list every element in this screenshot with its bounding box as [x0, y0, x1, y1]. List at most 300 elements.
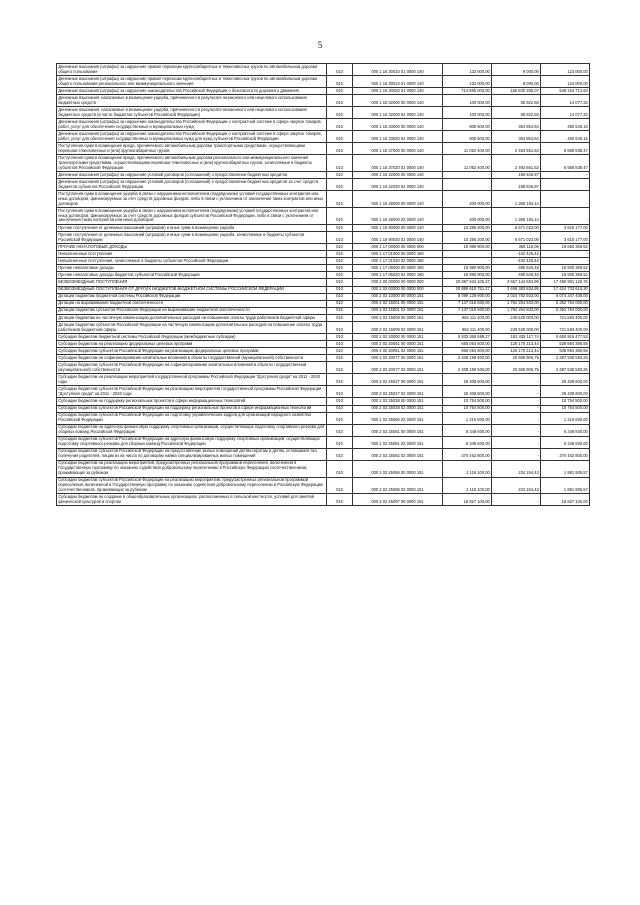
- row-code-cell: 010: [327, 405, 353, 412]
- row-name-cell: Субсидии бюджетам субъектов Российской Федерации на реализацию мероприятий государственной программы Российской Федерации "Доступная среда" на 2011 - 2020 годы: [57, 386, 327, 398]
- row-code-cell: 010: [327, 88, 353, 95]
- row-code-cell: 010: [327, 494, 353, 506]
- row-kbk-cell: 000 2 02 25081 00 0000 151: [353, 424, 443, 436]
- table-body: [57, 64, 590, 506]
- row-executed-cell: 182 439 117,74: [492, 334, 541, 341]
- row-code-cell: 010: [327, 348, 353, 355]
- row-approved-cell: 805 500,00: [443, 131, 492, 143]
- row-name-cell: Денежные взыскания (штрафы) за нарушение условий договоров (соглашений) о предоставлении бюджетных кредитов: [57, 172, 327, 179]
- row-approved-cell: 10 286 200,00: [443, 232, 492, 244]
- table-row: [57, 412, 590, 424]
- row-kbk-cell: 000 2 02 15009 02 0000 151: [353, 322, 443, 334]
- row-kbk-cell: 000 1 16 33000 00 0000 140: [353, 119, 443, 131]
- row-remaining-cell: 5 352 764 000,00: [541, 300, 590, 307]
- row-approved-cell: 19 990 900,00: [443, 272, 492, 279]
- row-code-cell: 010: [327, 412, 353, 424]
- table-row: [57, 179, 590, 191]
- row-name-cell: Прочие поступления от денежных взысканий (штрафов) и иных сумм в возмещение ущерба: [57, 224, 327, 231]
- row-executed-cell: 368 115,06: [492, 244, 541, 251]
- row-kbk-cell: 000 2 02 25086 00 0000 151: [353, 460, 443, 477]
- row-remaining-cell: 123 000,00: [541, 76, 590, 88]
- row-code-cell: 010: [327, 232, 353, 244]
- row-remaining-cell: 19 500 359,52: [541, 265, 590, 272]
- row-kbk-cell: 000 1 16 46000 02 0000 140: [353, 208, 443, 225]
- row-executed-cell: 1 360 184,14: [492, 191, 541, 208]
- row-approved-cell: 10 754 500,00: [443, 405, 492, 412]
- row-remaining-cell: -: [541, 208, 590, 225]
- table-row: [57, 355, 590, 362]
- row-code-cell: 010: [327, 107, 353, 119]
- row-approved-cell: 962 111 400,00: [443, 322, 492, 334]
- row-remaining-cell: 29 408 600,00: [541, 374, 590, 386]
- row-kbk-cell: 000 2 02 00000 00 0000 000: [353, 286, 443, 293]
- row-approved-cell: 18 827 100,00: [443, 494, 492, 506]
- table-row: [57, 208, 590, 225]
- row-approved-cell: 100 000,00: [443, 107, 492, 119]
- row-code-cell: 010: [327, 424, 353, 436]
- row-remaining-cell: -: [541, 251, 590, 258]
- row-executed-cell: 186 546,97: [492, 179, 541, 191]
- row-code-cell: 010: [327, 436, 353, 448]
- row-approved-cell: 10 286 200,00: [443, 224, 492, 231]
- row-name-cell: Субсидии бюджетам на поддержку региональных проектов в сфере информационных технологий: [57, 398, 327, 405]
- row-code-cell: 010: [327, 95, 353, 107]
- row-approved-cell: -: [443, 172, 492, 179]
- row-remaining-cell: 538 884 386,56: [541, 348, 590, 355]
- row-executed-cell: -: [492, 386, 541, 398]
- row-name-cell: Дотации бюджетам бюджетной системы Российской Федерации: [57, 293, 327, 300]
- row-executed-cell: -: [492, 448, 541, 460]
- row-remaining-cell: 6 348 600,00: [541, 424, 590, 436]
- row-approved-cell: 132 000,00: [443, 64, 492, 76]
- table-row: [57, 398, 590, 405]
- row-name-cell: Денежные взыскания (штрафы) за нарушение законодательства Российской Федерации о безопасности дорожного движения: [57, 88, 327, 95]
- row-approved-cell: 19 990 900,00: [443, 265, 492, 272]
- row-remaining-cell: 17 480 901 126,76: [541, 279, 590, 286]
- table-row: [57, 265, 590, 272]
- row-kbk-cell: 000 1 16 30010 01 0000 140: [353, 64, 443, 76]
- row-kbk-cell: 000 1 16 90000 00 0000 140: [353, 224, 443, 231]
- row-code-cell: 010: [327, 374, 353, 386]
- row-name-cell: Субсидии бюджетам субъектов Российской Федерации на поддержку региональных проектов в сфере информационных технологий: [57, 405, 327, 412]
- row-approved-cell: 6 348 600,00: [443, 424, 492, 436]
- row-approved-cell: 20 887 634 105,27: [443, 279, 492, 286]
- row-code-cell: 010: [327, 172, 353, 179]
- row-kbk-cell: 000 1 16 30020 01 0000 140: [353, 88, 443, 95]
- row-executed-cell: 2 493 561,53: [492, 155, 541, 172]
- row-code-cell: 010: [327, 64, 353, 76]
- table-row: [57, 279, 590, 286]
- row-remaining-cell: 538 884 386,56: [541, 341, 590, 348]
- row-kbk-cell: 000 2 02 20077 02 0000 151: [353, 362, 443, 374]
- table-row: [57, 232, 590, 244]
- row-approved-cell: 11 052 400,00: [443, 155, 492, 172]
- row-approved-cell: 370 462 800,00: [443, 448, 492, 460]
- row-name-cell: Денежные взыскания (штрафы) за нарушение условий договоров (соглашений) о предоставлении бюджетных кредитов за счет средств бюджетов субъектов Российской Федерации: [57, 179, 327, 191]
- row-executed-cell: -: [492, 494, 541, 506]
- row-kbk-cell: 000 2 02 25097 00 0000 151: [353, 494, 443, 506]
- row-approved-cell: 6 348 600,00: [443, 436, 492, 448]
- row-code-cell: 010: [327, 119, 353, 131]
- row-executed-cell: -: [492, 436, 541, 448]
- row-code-cell: 010: [327, 155, 353, 172]
- row-executed-cell: 1 784 254 503,00: [492, 307, 541, 314]
- row-code-cell: 010: [327, 477, 353, 494]
- table-row: [57, 119, 590, 131]
- row-executed-cell: -: [492, 398, 541, 405]
- row-code-cell: 010: [327, 258, 353, 265]
- row-kbk-cell: 000 2 02 15001 02 0000 151: [353, 307, 443, 314]
- table-row: [57, 374, 590, 386]
- row-remaining-cell: -: [541, 258, 590, 265]
- table-row: [57, 477, 590, 494]
- row-executed-cell: 186 546,97: [492, 172, 541, 179]
- row-executed-cell: 6 671 023,00: [492, 232, 541, 244]
- table-row: [57, 293, 590, 300]
- row-kbk-cell: 000 2 02 25027 02 0000 151: [353, 386, 443, 398]
- row-name-cell: Поступления сумм в возмещение ущерба в связи с нарушением исполнителем (подрядчиком) условий государственных контрактов или иных договоров, финансируемых за счет средств дорожных фондов, либо в связи с уклонением от заключения таких контрактов или иных договоров: [57, 191, 327, 208]
- row-kbk-cell: 000 1 17 01020 02 0000 180: [353, 258, 443, 265]
- row-kbk-cell: 000 1 16 30012 01 0000 140: [353, 76, 443, 88]
- row-kbk-cell: 000 2 02 15001 00 0000 151: [353, 300, 443, 307]
- row-kbk-cell: 000 1 16 42020 02 0000 140: [353, 179, 443, 191]
- row-name-cell: Субсидии бюджетам на софинансирование капитальных вложений в объекты государственной (муниципальной) собственности: [57, 355, 327, 362]
- page-number: 5: [317, 40, 323, 50]
- row-name-cell: Денежные взыскания, налагаемые в возмещение ущерба, причиненного в результате незаконного или нецелевого использования бюджетных средств: [57, 95, 327, 107]
- row-executed-cell: 126 170 213,44: [492, 341, 541, 348]
- row-approved-cell: 665 054 600,00: [443, 341, 492, 348]
- table-row: [57, 95, 590, 107]
- row-approved-cell: 7 137 018 500,00: [443, 307, 492, 314]
- row-code-cell: 010: [327, 362, 353, 374]
- row-kbk-cell: 000 2 02 25081 02 0000 151: [353, 436, 443, 448]
- row-name-cell: Прочие неналоговые доходы: [57, 265, 327, 272]
- row-name-cell: БЕЗВОЗМЕЗДНЫЕ ПОСТУПЛЕНИЯ: [57, 279, 327, 286]
- row-code-cell: 010: [327, 293, 353, 300]
- row-executed-cell: 2 493 561,53: [492, 143, 541, 155]
- row-executed-cell: 1 784 254 503,00: [492, 300, 541, 307]
- table-row: [57, 322, 590, 334]
- row-approved-cell: 962 111 400,00: [443, 314, 492, 321]
- row-remaining-cell: -: [541, 179, 590, 191]
- row-code-cell: 010: [327, 272, 353, 279]
- row-kbk-cell: 000 2 02 20051 00 0000 151: [353, 341, 443, 348]
- row-approved-cell: 200 000,00: [443, 191, 492, 208]
- row-remaining-cell: 17 424 733 615,30: [541, 286, 590, 293]
- row-name-cell: Субсидии бюджетам субъектов Российской Федерации на реализацию мероприятий, предусмотренных региональной программой переселения, включенной в Государственную программу по оказанию содействия добровольному переселению в Российскую Федерацию соотечественников, проживающих за рубежом: [57, 477, 327, 494]
- row-code-cell: 010: [327, 341, 353, 348]
- table-row: [57, 143, 590, 155]
- row-approved-cell: 132 000,00: [443, 76, 492, 88]
- row-kbk-cell: 000 1 17 05000 00 0000 180: [353, 265, 443, 272]
- row-code-cell: 010: [327, 307, 353, 314]
- table-row: [57, 460, 590, 477]
- row-executed-cell: 85 922,68: [492, 95, 541, 107]
- row-kbk-cell: 000 2 02 25027 00 0000 151: [353, 374, 443, 386]
- row-remaining-cell: 3 615 177,00: [541, 224, 590, 231]
- row-kbk-cell: 000 2 02 20077 00 0000 151: [353, 355, 443, 362]
- row-kbk-cell: 000 1 16 37020 02 0000 140: [353, 155, 443, 172]
- row-name-cell: Дотации бюджетам субъектов Российской Федерации на выравнивание бюджетной обеспеченности: [57, 307, 327, 314]
- table-row: [57, 494, 590, 506]
- table-row: [57, 191, 590, 208]
- row-executed-cell: 354 854,84: [492, 119, 541, 131]
- row-name-cell: Дотации на выравнивание бюджетной обеспеченности: [57, 300, 327, 307]
- row-kbk-cell: 000 2 02 10000 00 0000 151: [353, 293, 443, 300]
- row-code-cell: 010: [327, 300, 353, 307]
- row-executed-cell: 3 667 144 653,95: [492, 279, 541, 286]
- row-approved-cell: 2 408 198 500,00: [443, 362, 492, 374]
- row-remaining-cell: 6 074 347 400,00: [541, 293, 590, 300]
- row-kbk-cell: 000 2 02 20051 02 0000 151: [353, 348, 443, 355]
- row-name-cell: Субсидии бюджетам субъектов Российской Федерации на адресную финансовую поддержку спортивных организаций, осуществляющих подготовку спортивного резерва для сборных команд Российской Федерации: [57, 436, 327, 448]
- row-name-cell: Денежные взыскания (штрафы) за нарушение правил перевозки крупногабаритных и тяжеловесных грузов по автомобильным дорогам общего пользования регионального или межмуниципального значения: [57, 76, 327, 88]
- table-row: [57, 88, 590, 95]
- row-approved-cell: 2 116 100,00: [443, 477, 492, 494]
- row-kbk-cell: 000 1 16 33020 02 0000 140: [353, 131, 443, 143]
- row-executed-cell: 166 600 286,07: [492, 88, 541, 95]
- table-row: [57, 348, 590, 355]
- row-kbk-cell: 000 2 02 25028 00 0000 151: [353, 398, 443, 405]
- row-code-cell: 010: [327, 224, 353, 231]
- table-row: [57, 436, 590, 448]
- row-executed-cell: 9 000,00: [492, 76, 541, 88]
- row-remaining-cell: -: [541, 172, 590, 179]
- row-remaining-cell: 14 077,32: [541, 107, 590, 119]
- row-name-cell: Невыясненные поступления: [57, 251, 327, 258]
- row-code-cell: 010: [327, 208, 353, 225]
- row-executed-cell: 1 360 184,14: [492, 208, 541, 225]
- row-remaining-cell: 2 387 538 593,25: [541, 355, 590, 362]
- row-code-cell: 010: [327, 286, 353, 293]
- row-executed-cell: 6 671 023,00: [492, 224, 541, 231]
- budget-execution-table: [56, 63, 590, 506]
- table-row: [57, 64, 590, 76]
- table-row: [57, 155, 590, 172]
- row-approved-cell: 11 052 400,00: [443, 143, 492, 155]
- row-name-cell: Прочие неналоговые доходы бюджетов субъектов Российской Федерации: [57, 272, 327, 279]
- table-row: [57, 362, 590, 374]
- row-approved-cell: 19 990 900,00: [443, 244, 492, 251]
- row-code-cell: 010: [327, 191, 353, 208]
- table-row: [57, 386, 590, 398]
- row-remaining-cell: 1 881 905,57: [541, 460, 590, 477]
- table-row: [57, 334, 590, 341]
- row-remaining-cell: 8 558 838,47: [541, 155, 590, 172]
- table-row: [57, 341, 590, 348]
- row-executed-cell: 20 659 906,75: [492, 362, 541, 374]
- row-kbk-cell: 000 1 16 37000 00 0000 140: [353, 143, 443, 155]
- row-remaining-cell: 8 558 838,47: [541, 143, 590, 155]
- row-name-cell: БЕЗВОЗМЕЗДНЫЕ ПОСТУПЛЕНИЯ ОТ ДРУГИХ БЮДЖЕТОВ БЮДЖЕТНОЙ СИСТЕМЫ РОССИЙСКОЙ ФЕДЕРАЦИИ: [57, 286, 327, 293]
- row-executed-cell: 354 854,84: [492, 131, 541, 143]
- row-kbk-cell: 000 2 02 25082 02 0000 151: [353, 448, 443, 460]
- row-code-cell: 010: [327, 398, 353, 405]
- row-remaining-cell: 1 216 600,00: [541, 412, 590, 424]
- row-executed-cell: 240 528 000,00: [492, 314, 541, 321]
- row-approved-cell: 29 408 600,00: [443, 386, 492, 398]
- table-row: [57, 314, 590, 321]
- table-row: [57, 300, 590, 307]
- row-remaining-cell: 2 387 538 593,25: [541, 362, 590, 374]
- row-approved-cell: 7 137 018 500,00: [443, 300, 492, 307]
- table-row: [57, 224, 590, 231]
- row-executed-cell: 234 194,43: [492, 460, 541, 477]
- row-executed-cell: 240 528 000,00: [492, 322, 541, 334]
- row-code-cell: 010: [327, 386, 353, 398]
- row-remaining-cell: 721 583 400,00: [541, 314, 590, 321]
- row-name-cell: Субсидии бюджетам на реализацию мероприятий, предусмотренных региональной программой переселения, включенной в Государственную программу по оказанию содействия добровольному переселению в Российскую Федерацию соотечественников, проживающих за рубежом: [57, 460, 327, 477]
- row-name-cell: Поступления сумм в возмещение вреда, причиняемого автомобильным дорогам транспортными средствами, осуществляющими перевозки тяжеловесных и (или) крупногабаритных грузов: [57, 143, 327, 155]
- row-executed-cell: 3 469 383 834,95: [492, 286, 541, 293]
- row-kbk-cell: 000 2 02 15009 00 0000 151: [353, 314, 443, 321]
- row-code-cell: 010: [327, 76, 353, 88]
- row-executed-cell: 9 000,00: [492, 64, 541, 76]
- row-approved-cell: 805 500,00: [443, 119, 492, 131]
- row-approved-cell: 714 865 000,00: [443, 88, 492, 95]
- table-row: [57, 258, 590, 265]
- table-row: [57, 424, 590, 436]
- row-code-cell: 010: [327, 244, 353, 251]
- table-row: [57, 107, 590, 119]
- row-kbk-cell: 000 1 16 42000 00 0000 140: [353, 172, 443, 179]
- row-remaining-cell: 5 650 916 477,53: [541, 334, 590, 341]
- row-approved-cell: 10 754 500,00: [443, 398, 492, 405]
- row-executed-cell: 20 659 906,75: [492, 355, 541, 362]
- row-name-cell: Субсидии бюджетам бюджетной системы Российской Федерации (межбюджетные субсидии): [57, 334, 327, 341]
- row-name-cell: Субсидии бюджетам субъектов Российской Федерации на софинансирование капитальных вложений в объекты государственной (муниципальной) собственности: [57, 362, 327, 374]
- row-code-cell: 010: [327, 279, 353, 286]
- row-executed-cell: -: [492, 412, 541, 424]
- row-executed-cell: 2 024 782 503,00: [492, 293, 541, 300]
- row-kbk-cell: 000 1 16 90020 02 0000 140: [353, 232, 443, 244]
- row-remaining-cell: 1 881 905,57: [541, 477, 590, 494]
- row-code-cell: 010: [327, 251, 353, 258]
- table-row: [57, 76, 590, 88]
- table-row: [57, 272, 590, 279]
- row-name-cell: Поступления сумм в возмещение вреда, причиняемого автомобильным дорогам регионального или межмуниципального значения транспортными средствами, осуществляющими перевозки тяжеловесных и (или) крупногабаритных грузов, зачисляемые в бюджеты субъектов Российской Федерации: [57, 155, 327, 172]
- row-kbk-cell: 000 2 02 25086 02 0000 151: [353, 477, 443, 494]
- row-remaining-cell: 19 650 359,52: [541, 244, 590, 251]
- table-row: [57, 251, 590, 258]
- row-approved-cell: 100 000,00: [443, 95, 492, 107]
- row-name-cell: Невыясненные поступления, зачисляемые в бюджеты субъектов Российской Федерации: [57, 258, 327, 265]
- row-executed-cell: 490 540,48: [492, 272, 541, 279]
- row-name-cell: Денежные взыскания (штрафы) за нарушение законодательства Российской Федерации о контрактной системе в сфере закупок товаров, работ, услуг для обеспечения государственных и муниципальных нужд: [57, 119, 327, 131]
- row-executed-cell: 85 922,68: [492, 107, 541, 119]
- row-kbk-cell: 000 2 02 20000 00 0000 151: [353, 334, 443, 341]
- row-code-cell: 010: [327, 265, 353, 272]
- row-name-cell: Субсидии бюджетам субъектов Российской Федерации на реализацию федеральных целевых программ: [57, 348, 327, 355]
- row-kbk-cell: 000 1 17 05020 02 0000 180: [353, 272, 443, 279]
- row-kbk-cell: 000 2 00 00000 00 0000 000: [353, 279, 443, 286]
- row-approved-cell: 200 000,00: [443, 208, 492, 225]
- row-code-cell: 010: [327, 448, 353, 460]
- row-executed-cell: -: [492, 374, 541, 386]
- row-kbk-cell: 000 2 02 25028 02 0000 151: [353, 405, 443, 412]
- row-executed-cell: 490 540,48: [492, 265, 541, 272]
- row-kbk-cell: 000 1 16 46000 00 0000 140: [353, 191, 443, 208]
- row-code-cell: 010: [327, 460, 353, 477]
- row-approved-cell: 8 099 129 900,00: [443, 293, 492, 300]
- row-remaining-cell: 6 348 600,00: [541, 436, 590, 448]
- row-remaining-cell: 18 827 100,00: [541, 494, 590, 506]
- row-code-cell: 010: [327, 179, 353, 191]
- row-code-cell: 010: [327, 143, 353, 155]
- row-approved-cell: 1 216 600,00: [443, 412, 492, 424]
- row-approved-cell: 20 889 610 751,27: [443, 286, 492, 293]
- row-name-cell: Денежные взыскания (штрафы) за нарушение законодательства Российской Федерации о контрактной системе в сфере закупок товаров, работ, услуг для обеспечения государственных и муниципальных нужд для нужд субъектов Российской Федерации: [57, 131, 327, 143]
- row-remaining-cell: 370 462 800,00: [541, 448, 590, 460]
- row-name-cell: Субсидии бюджетам на реализацию федеральных целевых программ: [57, 341, 327, 348]
- row-remaining-cell: 450 645,16: [541, 131, 590, 143]
- row-code-cell: 010: [327, 322, 353, 334]
- row-name-cell: Дотации бюджетам на частичную компенсацию дополнительных расходов на повышение оплаты труда работников бюджетной сферы: [57, 314, 327, 321]
- row-name-cell: Субсидии бюджетам на адресную финансовую поддержку спортивных организаций, осуществляющих подготовку спортивного резерва для сборных команд Российской Федерации: [57, 424, 327, 436]
- row-approved-cell: -: [443, 251, 492, 258]
- row-remaining-cell: 19 500 359,52: [541, 272, 590, 279]
- row-approved-cell: 2 116 100,00: [443, 460, 492, 477]
- row-name-cell: Субсидии бюджетам на создание в общеобразовательных организациях, расположенных в сельской местности, условий для занятий физической культурой и спортом: [57, 494, 327, 506]
- row-name-cell: Субсидии бюджетам субъектов Российской Федерации на подготовку управленческих кадров для организаций народного хозяйства Российской Федерации: [57, 412, 327, 424]
- row-approved-cell: 665 054 600,00: [443, 348, 492, 355]
- row-remaining-cell: 548 164 713,93: [541, 88, 590, 95]
- row-executed-cell: -: [492, 424, 541, 436]
- row-name-cell: Субсидии бюджетам на реализацию мероприятий государственной программы Российской Федерации "Доступная среда" на 2011 - 2020 годы: [57, 374, 327, 386]
- row-remaining-cell: 5 352 764 000,00: [541, 307, 590, 314]
- row-name-cell: Субсидии бюджетам субъектов Российской Федерации на предоставление жилых помещений детям-сиротам и детям, оставшимся без попечения родителей, лицам из их числа по договорам найма специализированных жилых помещений: [57, 448, 327, 460]
- row-name-cell: ПРОЧИЕ НЕНАЛОГОВЫЕ ДОХОДЫ: [57, 244, 327, 251]
- table-row: [57, 405, 590, 412]
- row-executed-cell: 234 194,43: [492, 477, 541, 494]
- table-row: [57, 244, 590, 251]
- row-executed-cell: -102 425,42: [492, 258, 541, 265]
- table-row: [57, 448, 590, 460]
- row-code-cell: 010: [327, 334, 353, 341]
- row-name-cell: Дотации бюджетам субъектов Российской Федерации на частичную компенсацию дополнительных расходов на повышение оплаты труда работников бюджетной сферы: [57, 322, 327, 334]
- row-remaining-cell: 3 615 177,00: [541, 232, 590, 244]
- row-remaining-cell: 721 583 400,00: [541, 322, 590, 334]
- table-row: [57, 307, 590, 314]
- row-remaining-cell: 450 645,16: [541, 119, 590, 131]
- table-row: [57, 172, 590, 179]
- row-executed-cell: 126 170 213,44: [492, 348, 541, 355]
- row-approved-cell: 5 833 365 595,27: [443, 334, 492, 341]
- row-executed-cell: -: [492, 405, 541, 412]
- row-name-cell: Прочие поступления от денежных взысканий (штрафов) и иных сумм в возмещение ущерба, зачисляемые в бюджеты субъектов Российской Федерации: [57, 232, 327, 244]
- table-row: [57, 286, 590, 293]
- row-name-cell: Поступления сумм в возмещение ущерба в связи с нарушением исполнителем (подрядчиком) условий государственных контрактов или иных договоров, финансируемых за счет средств дорожных фондов субъектов Российской Федерации, либо в связи с уклонением от заключения таких контрактов или иных договоров: [57, 208, 327, 225]
- row-code-cell: 010: [327, 314, 353, 321]
- table-row: [57, 131, 590, 143]
- row-remaining-cell: 10 754 500,00: [541, 398, 590, 405]
- row-remaining-cell: 29 408 600,00: [541, 386, 590, 398]
- row-approved-cell: 2 408 198 500,00: [443, 355, 492, 362]
- row-approved-cell: 29 408 600,00: [443, 374, 492, 386]
- row-kbk-cell: 000 1 17 00000 00 0000 000: [353, 244, 443, 251]
- row-kbk-cell: 000 2 02 25066 02 0000 151: [353, 412, 443, 424]
- row-remaining-cell: 10 754 500,00: [541, 405, 590, 412]
- row-approved-cell: -: [443, 258, 492, 265]
- row-name-cell: Денежные взыскания (штрафы) за нарушение правил перевозки крупногабаритных и тяжеловесных грузов по автомобильным дорогам общего пользования: [57, 64, 327, 76]
- row-kbk-cell: 000 1 16 32000 02 0000 140: [353, 107, 443, 119]
- row-executed-cell: -102 425,42: [492, 251, 541, 258]
- row-remaining-cell: 123 000,00: [541, 64, 590, 76]
- row-kbk-cell: 000 1 17 01000 00 0000 180: [353, 251, 443, 258]
- row-code-cell: 010: [327, 131, 353, 143]
- row-remaining-cell: -: [541, 191, 590, 208]
- row-code-cell: 010: [327, 355, 353, 362]
